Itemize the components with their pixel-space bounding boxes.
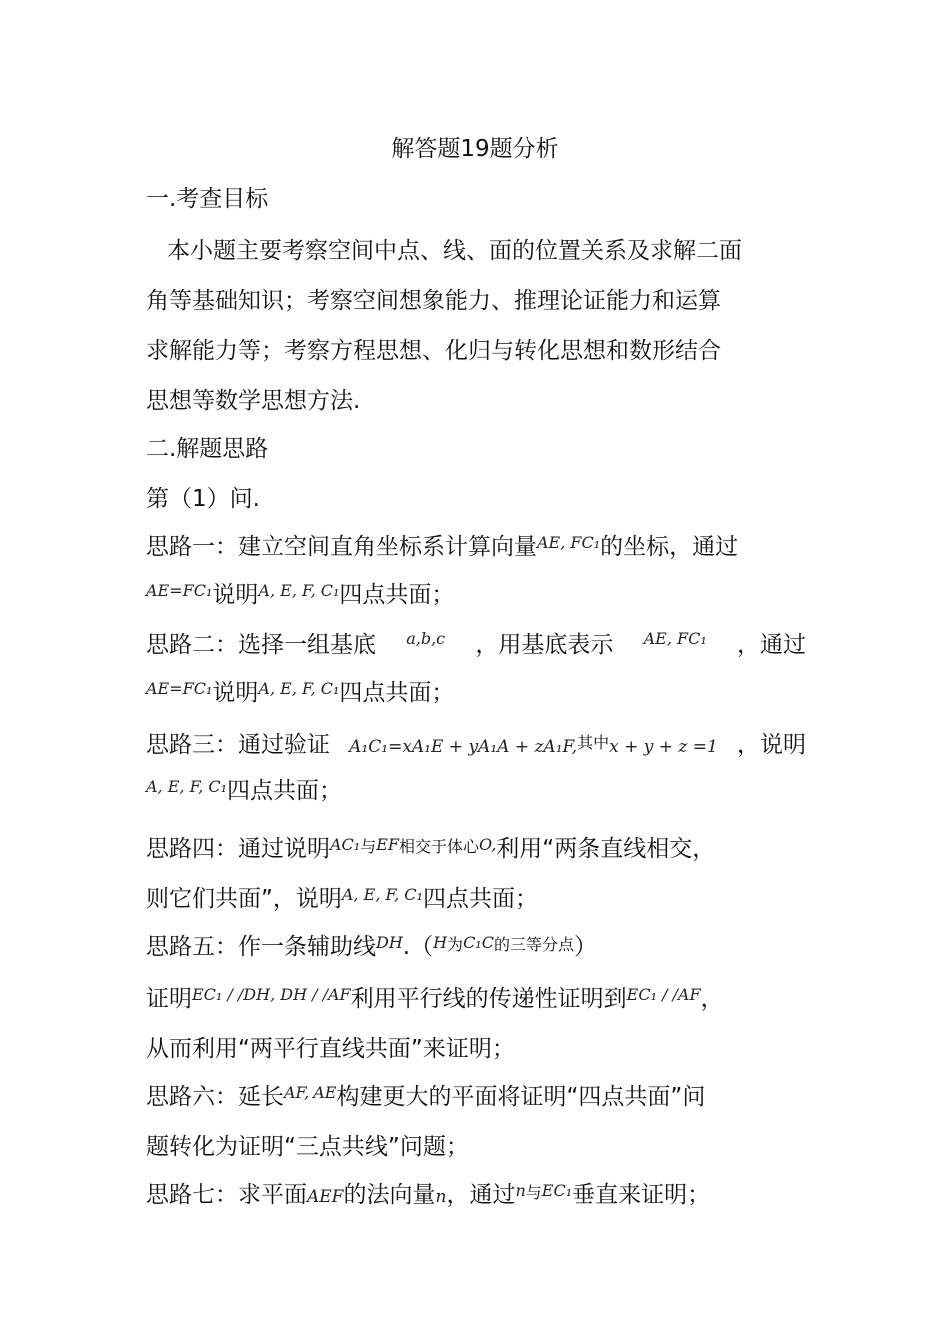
math-expression: A, E, F, C₁ (341, 885, 423, 904)
approach1-text: 说明 (212, 582, 259, 608)
math-expression: AF, (284, 1083, 310, 1102)
approach5-text: .（ (402, 934, 434, 960)
math-expression: A, E, F, C₁ (258, 679, 340, 698)
math-expression: AC₁ (330, 835, 361, 854)
approach5-line1 (146, 932, 597, 964)
page-title: 解答题19题分析 (391, 136, 559, 162)
math-expression: n (515, 1181, 526, 1200)
approach7-text: 垂直来证明； (572, 1182, 711, 1208)
approach5-text: 证明 (146, 986, 192, 1012)
approach5-line2 (146, 984, 724, 1016)
math-expression: EC₁ / /AF (626, 985, 701, 1004)
approach7-text: ，通过 (446, 1182, 516, 1208)
approach6-text: 思路六：延长 (146, 1084, 284, 1110)
math-expression: A₁C₁=xA₁E + yA₁A + zA₁F, (349, 737, 578, 757)
math-expression: H (433, 933, 448, 952)
approach2-text: ，通过 (736, 632, 806, 658)
section1-para-line: 本小题主要考察空间中点、线、面的位置关系及求解二面 (167, 238, 742, 264)
approach5-text: 利用平行线的传递性证明到 (350, 986, 627, 1012)
math-expression: O, (479, 835, 497, 854)
math-expression: AE, FC₁ (643, 629, 707, 648)
approach3-text: ，说明 (736, 732, 806, 758)
math-expression: x + y + z =1 (609, 737, 718, 757)
math-text: 与 (360, 837, 377, 856)
section2-heading: 二.解题思路 (146, 436, 269, 462)
approach5-text: ） (573, 934, 597, 960)
approach3-line1 (146, 730, 806, 762)
approach2-line1 (146, 630, 806, 660)
approach5-text: ， (700, 986, 724, 1012)
approach2-text: 四点共面； (339, 680, 455, 706)
approach5-line3: 从而利用“两平行直线共面”来证明； (146, 1036, 515, 1062)
math-expression: n (435, 1187, 447, 1207)
math-text: 与 (525, 1183, 542, 1202)
math-text: 其中 (577, 733, 610, 752)
math-expression: EF (376, 835, 400, 854)
math-expression: AE (313, 1083, 337, 1102)
approach4-text: 则它们共面”，说明 (146, 886, 342, 912)
math-expression: DH (376, 933, 403, 952)
approach2-text: 说明 (212, 680, 259, 706)
math-expression: A, E, F, C₁ (258, 581, 340, 600)
math-expression: AE=FC₁ (146, 581, 213, 600)
math-equation (349, 730, 718, 762)
section1-para-line: 求解能力等；考察方程思想、化归与转化思想和数形结合 (146, 338, 721, 364)
section1-para-line: 思想等数学思想方法. (146, 388, 361, 414)
approach7-text: 思路七：求平面 (146, 1182, 307, 1208)
math-text: 为 (447, 935, 464, 954)
section1-para-line: 角等基础知识；考察空间想象能力、推理论证能力和运算 (146, 288, 721, 314)
approach2-line2 (146, 678, 454, 710)
math-expression: C₁C (463, 933, 494, 952)
approach3-text: 思路三：通过验证 (146, 732, 330, 758)
approach2-text: ，用基底表示 (475, 632, 614, 658)
approach4-text: 思路四：通过说明 (146, 836, 330, 862)
approach1-line2 (146, 580, 454, 612)
approach6-line1 (146, 1082, 705, 1114)
math-expression: a,b,c (406, 629, 446, 648)
approach1-line1 (146, 532, 738, 564)
approach1-text: 思路一：建立空间直角坐标系计算向量 (146, 534, 537, 560)
approach4-text: 利用“两条直线相交， (496, 836, 716, 862)
approach5-text: 思路五：作一条辅助线 (146, 934, 376, 960)
approach4-line2 (146, 884, 538, 916)
math-text: 相交于体心 (399, 837, 480, 856)
approach4-text: 四点共面； (422, 886, 538, 912)
math-expression: A, E, F, C₁ (146, 777, 228, 796)
math-text: 的三等分点 (493, 935, 574, 954)
section1-heading: 一.考查目标 (146, 186, 269, 212)
approach7-line1 (146, 1180, 710, 1212)
math-expression: EC₁ / /DH, DH / /AF (192, 985, 351, 1004)
approach4-line1 (146, 834, 715, 866)
approach6-line2: 题转化为证明“三点共线”问题； (146, 1134, 469, 1160)
approach1-text: 的坐标，通过 (600, 534, 739, 560)
approach3-line2 (146, 776, 342, 808)
math-expression: EC₁ (541, 1181, 573, 1200)
math-expression: AEF (307, 1187, 344, 1207)
question1-label: 第（1）问. (146, 486, 260, 512)
approach2-text: 思路二：选择一组基底 (146, 632, 376, 658)
approach6-text: 构建更大的平面将证明“四点共面”问 (336, 1084, 706, 1110)
math-expression: AE, FC₁ (537, 533, 601, 552)
math-expression: AE=FC₁ (146, 679, 213, 698)
approach3-text: 四点共面； (227, 778, 343, 804)
approach1-text: 四点共面； (339, 582, 455, 608)
approach7-text: 的法向量 (343, 1182, 436, 1208)
